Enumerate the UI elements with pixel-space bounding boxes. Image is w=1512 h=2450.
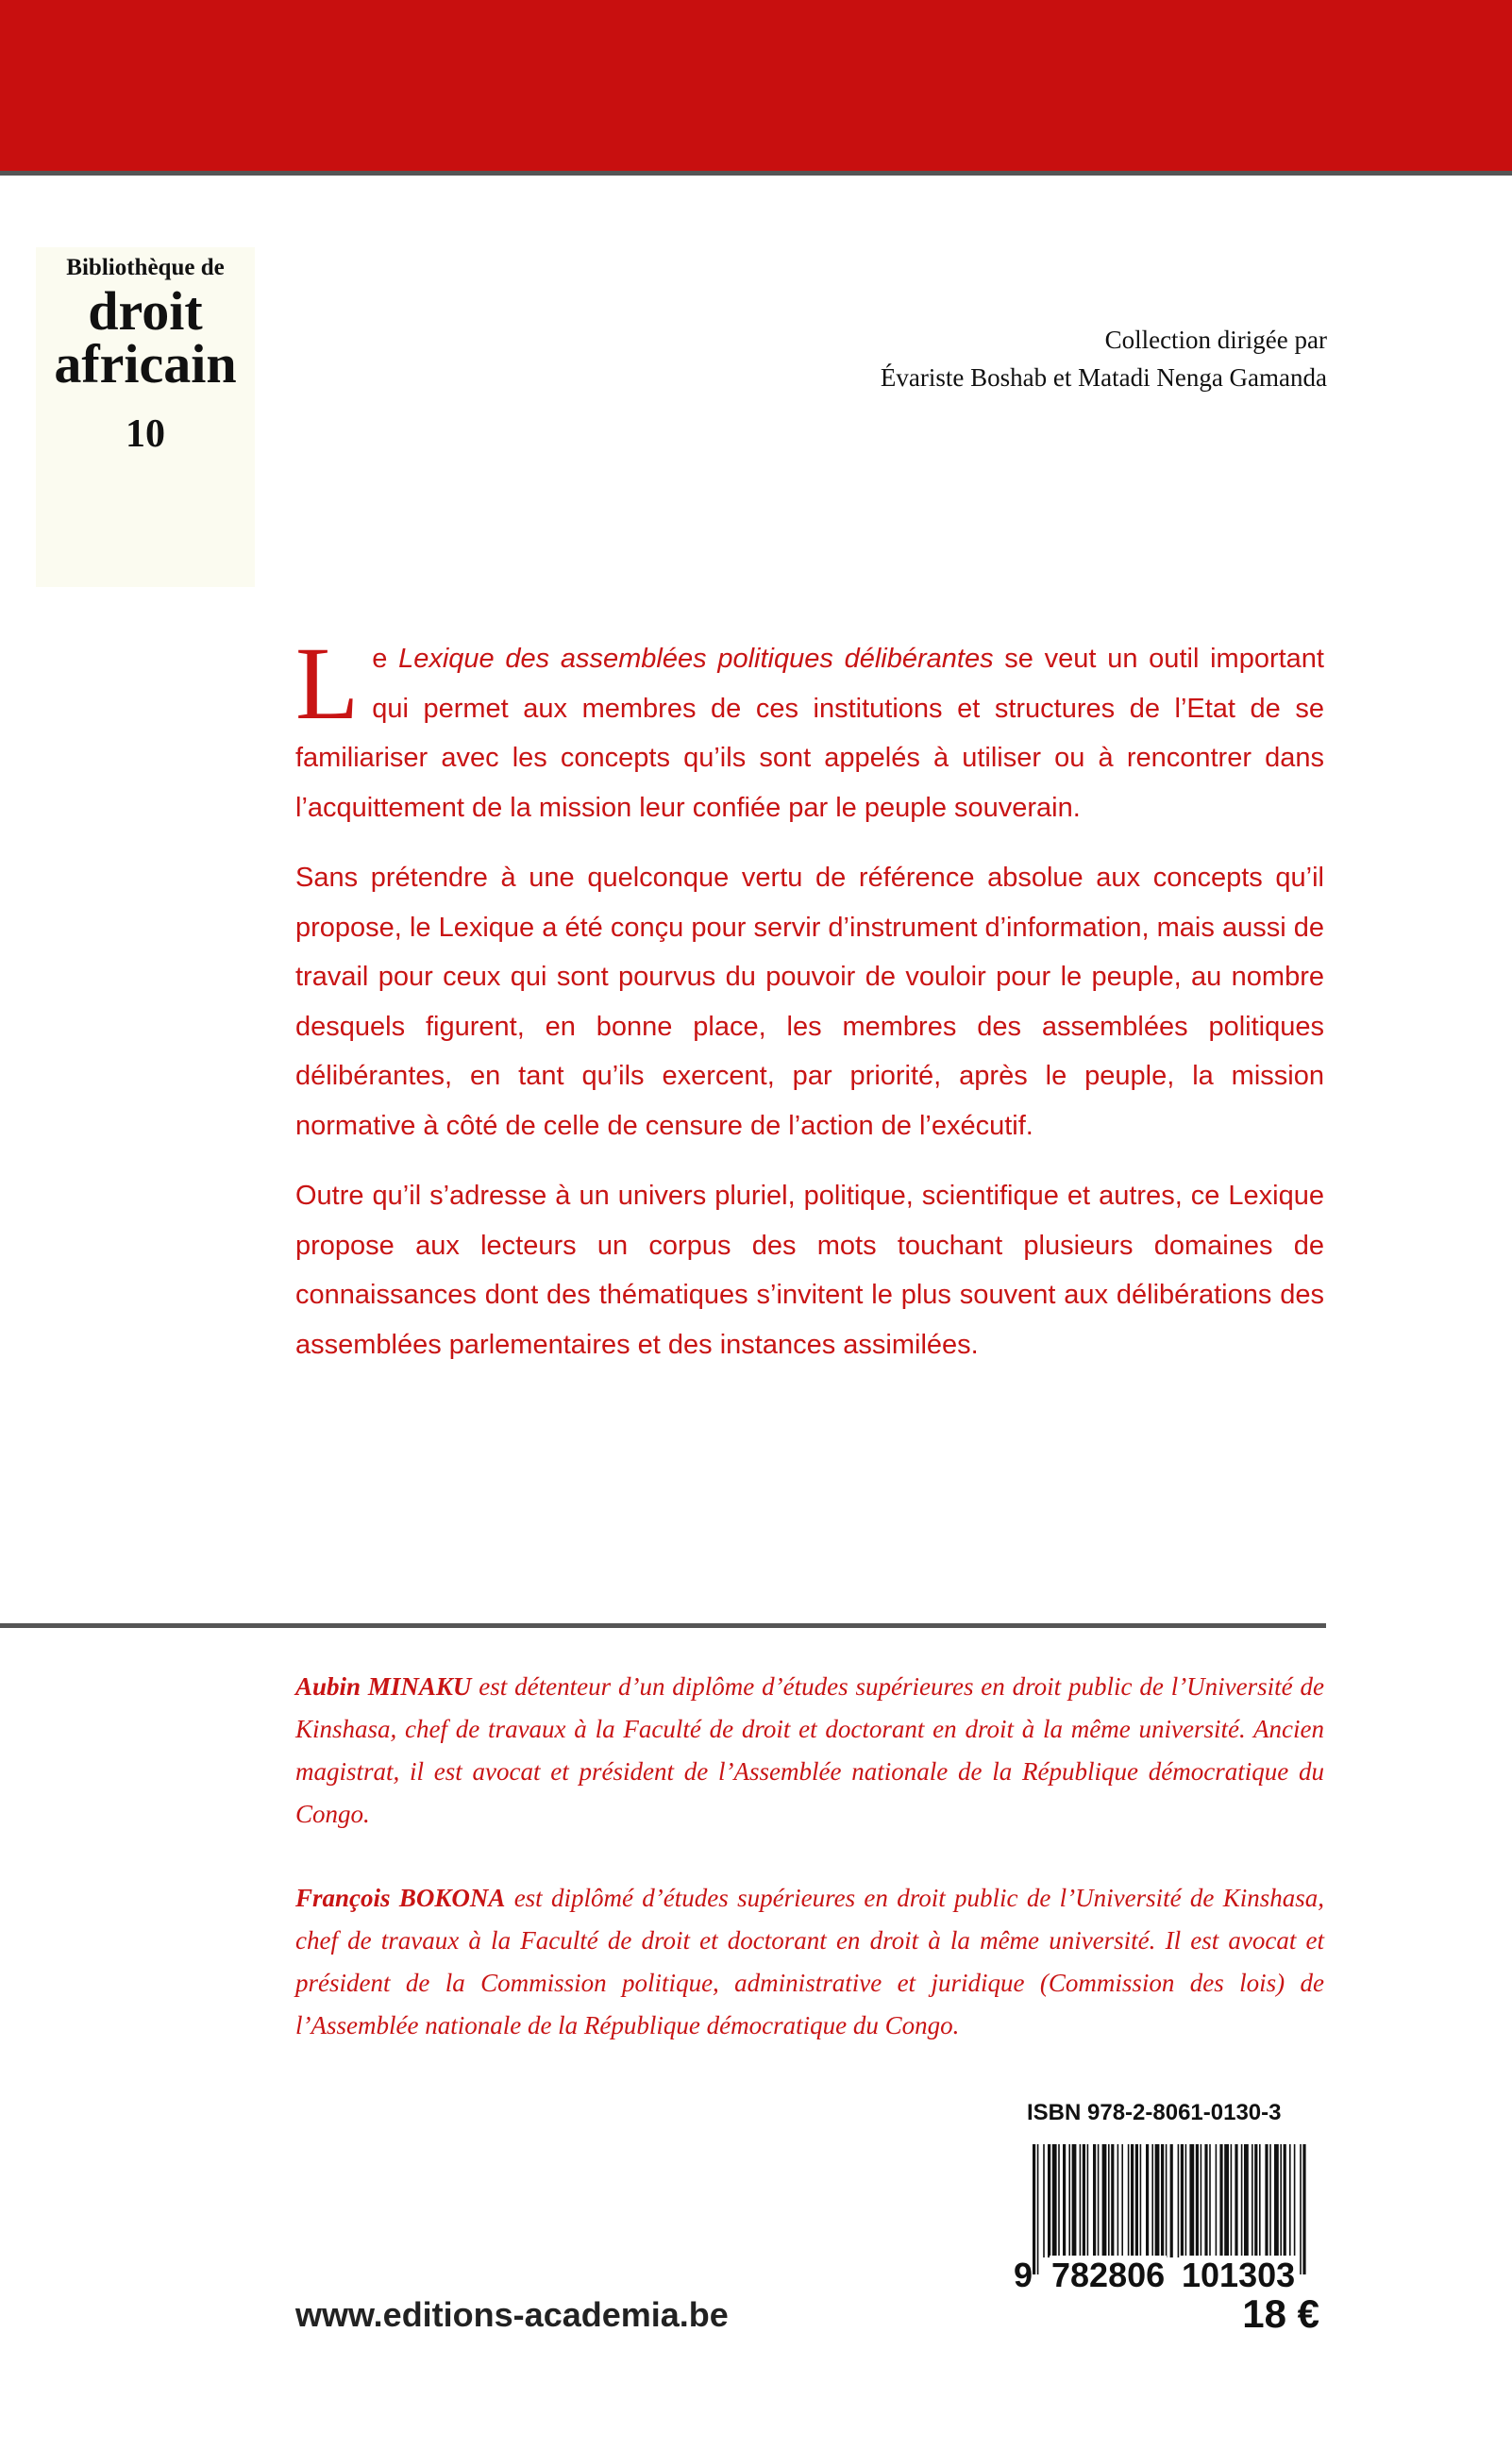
barcode-bar bbox=[1196, 2144, 1199, 2257]
barcode-bar bbox=[1170, 2144, 1173, 2257]
barcode-bar bbox=[1280, 2144, 1282, 2257]
barcode-bar bbox=[1052, 2144, 1057, 2257]
barcode-bar bbox=[1252, 2144, 1253, 2257]
book-description bbox=[295, 626, 1324, 1390]
description-paragraph-1 bbox=[295, 626, 1324, 832]
barcode-bar bbox=[1087, 2144, 1089, 2257]
barcode-bar bbox=[1131, 2144, 1134, 2257]
barcode-bar bbox=[1151, 2144, 1153, 2257]
barcode-bar bbox=[1155, 2144, 1160, 2257]
barcode-bar bbox=[1274, 2144, 1279, 2257]
collection-direction bbox=[666, 321, 1327, 396]
barcode-bar bbox=[1102, 2144, 1107, 2257]
barcode-bar bbox=[1244, 2144, 1249, 2257]
barcode-bar bbox=[1068, 2144, 1070, 2257]
barcode-bar bbox=[1083, 2144, 1085, 2257]
barcode-bar bbox=[1161, 2144, 1164, 2257]
barcode-bar bbox=[1178, 2144, 1180, 2257]
barcode-bar bbox=[1121, 2144, 1123, 2257]
barcode bbox=[1012, 2144, 1314, 2297]
direction-line2: Évariste Boshab et Matadi Nenga Gamanda bbox=[880, 363, 1327, 392]
author-bio-text: est diplômé d’études supérieures en droit public de l’Université de Kinshasa, chef de travaux à la Faculté de droit et doctorant en droit à la même université. Il est avocat et président de la Commission politique, administrative et juridique (Commission des lois) de l’Assemblée nationale de la République démocratique du Congo. bbox=[295, 1884, 1324, 2039]
barcode-right-group: 101303 bbox=[1182, 2256, 1296, 2294]
description-paragraph-2: Sans prétendre à une quelconque vertu de référence absolue aux concepts qu’il propose, le Lexique a été conçu pour servir d’instrument d’information, mais aussi de travail pour ceux qui sont pourvus du pouvoir de vouloir pour le peuple, au nombre desquels figurent, en bonne place, les membres des assemblées politiques délibérantes, en tant qu’ils exercent, par priorité, après le peuple, la mission normative à côté de celle de censure de l’action de l’exécutif. bbox=[295, 863, 1324, 1141]
barcode-bar bbox=[1204, 2144, 1207, 2257]
barcode-bar bbox=[1289, 2144, 1291, 2257]
author-name: François BOKONA bbox=[295, 1884, 506, 1912]
barcode-bar bbox=[1181, 2144, 1184, 2257]
series-top-text: Bibliothèque de bbox=[66, 255, 225, 280]
barcode-bar bbox=[1216, 2144, 1218, 2257]
description-p1-rest: se veut un outil important qui permet aux membres de ces institutions et structures de l’Etat de se familiariser avec les concepts qu’ils sont appelés à utiliser ou à rencontrer dans l’acquittement de la mission leur confiée par le peuple souverain. bbox=[295, 644, 1324, 823]
isbn-number: ISBN 978-2-8061-0130-3 bbox=[1027, 2100, 1282, 2125]
barcode-bar bbox=[1185, 2144, 1187, 2257]
barcode-bar bbox=[1058, 2144, 1060, 2257]
barcode-bar bbox=[1080, 2144, 1082, 2257]
barcode-bar bbox=[1241, 2144, 1243, 2257]
barcode-bar bbox=[1219, 2144, 1222, 2257]
barcode-bar bbox=[1224, 2144, 1229, 2257]
book-title-italic: Lexique des assemblées politiques délibérantes bbox=[398, 644, 994, 674]
barcode-bar bbox=[1111, 2144, 1114, 2257]
author-bio bbox=[295, 1877, 1324, 2047]
author-bio-text: est détenteur d’un diplôme d’études supérieures en droit public de l’Université de Kinshasa, chef de travaux à la Faculté de droit et doctorant en droit à la même université. Ancien magistrat, il est avocat et président de l’Assemblée nationale de la République démocratique du Congo. bbox=[295, 1672, 1324, 1828]
barcode-bar bbox=[1128, 2144, 1130, 2257]
author-name: Aubin MINAKU bbox=[295, 1672, 472, 1701]
barcode-bar bbox=[1166, 2144, 1168, 2257]
barcode-bar bbox=[1135, 2144, 1138, 2257]
series-label bbox=[36, 247, 255, 587]
drop-cap: L bbox=[295, 626, 360, 741]
barcode-bar bbox=[1269, 2144, 1271, 2257]
section-divider bbox=[0, 1623, 1326, 1628]
barcode-bar bbox=[1265, 2144, 1268, 2257]
barcode-bar bbox=[1284, 2144, 1286, 2257]
publisher-website: www.editions-academia.be bbox=[295, 2295, 729, 2334]
author-bio bbox=[295, 1666, 1324, 1836]
barcode-bar bbox=[1108, 2144, 1110, 2257]
barcode-bar bbox=[1093, 2144, 1096, 2257]
barcode-left-group: 782806 bbox=[1051, 2256, 1166, 2294]
price: 18 € bbox=[1242, 2291, 1319, 2336]
barcode-bar bbox=[1140, 2144, 1142, 2257]
barcode-bar bbox=[1259, 2144, 1261, 2257]
barcode-bar bbox=[1072, 2144, 1077, 2257]
barcode-bar bbox=[1048, 2144, 1050, 2257]
barcode-bar bbox=[1146, 2144, 1149, 2257]
cover-top-band bbox=[0, 0, 1512, 176]
barcode-first-digit: 9 bbox=[1014, 2256, 1033, 2294]
direction-line1: Collection dirigée par bbox=[1104, 326, 1327, 354]
barcode-bar bbox=[1209, 2144, 1211, 2257]
barcode-bar bbox=[1201, 2144, 1202, 2257]
barcode-bar bbox=[1235, 2144, 1237, 2257]
series-title-line1: droit bbox=[88, 280, 203, 342]
barcode-bar bbox=[1098, 2144, 1100, 2257]
series-title bbox=[36, 280, 255, 394]
barcode-bar bbox=[1043, 2144, 1045, 2257]
author-bios bbox=[295, 1666, 1324, 2089]
barcode-bar bbox=[1189, 2144, 1194, 2257]
barcode-bar bbox=[1294, 2144, 1296, 2257]
description-p1-start: e bbox=[372, 644, 399, 674]
description-paragraph-3: Outre qu’il s’adresse à un univers pluriel, politique, scientifique et autres, ce Lexique propose aux lecteurs un corpus des mots touchant plusieurs domaines de connaissances dont des thématiques s’invitent le plus souvent aux délibérations des assemblées parlementaires et des instances assimilées. bbox=[295, 1181, 1324, 1360]
barcode-bar bbox=[1231, 2144, 1233, 2257]
barcode-bar bbox=[1254, 2144, 1257, 2257]
series-title-line2: africain bbox=[54, 333, 237, 394]
series-number: 10 bbox=[126, 412, 165, 456]
barcode-bar bbox=[1063, 2144, 1066, 2257]
